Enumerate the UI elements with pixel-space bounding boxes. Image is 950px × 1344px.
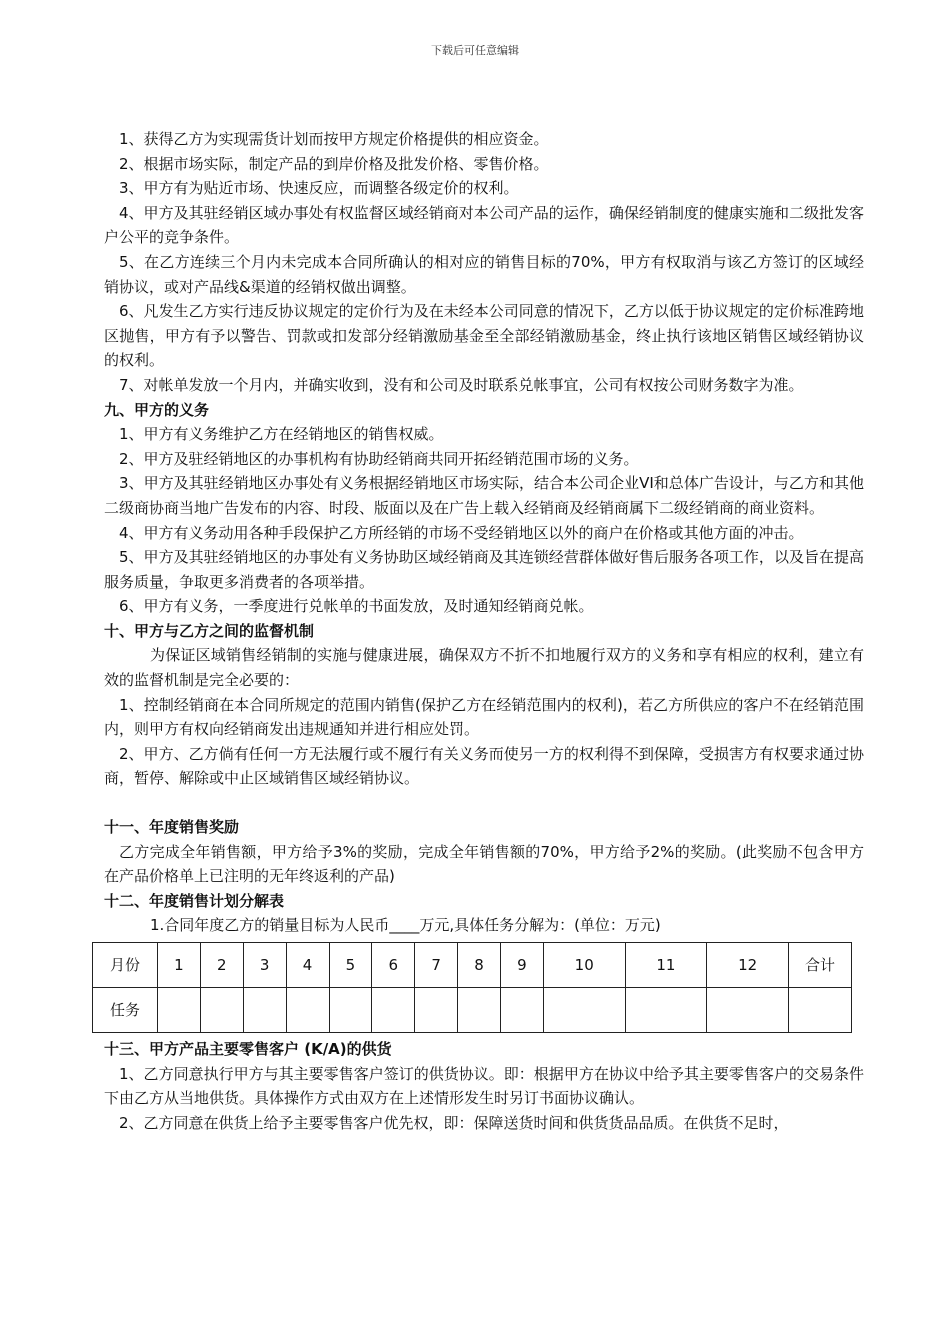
task-cell[interactable] bbox=[372, 988, 415, 1033]
table-row-tasks bbox=[93, 988, 852, 1033]
supervision-intro: 为保证区域销售经销制的实施与健康进展，确保双方不折不扣地履行双方的义务和享有相应的权利，建立有效的监督机制是完全必要的： bbox=[104, 646, 864, 690]
month-cell: 11 bbox=[625, 943, 707, 988]
month-cell: 3 bbox=[243, 943, 286, 988]
month-cell: 9 bbox=[501, 943, 544, 988]
month-cell: 2 bbox=[200, 943, 243, 988]
obligation-item-1: 1、甲方有义务维护乙方在经销地区的销售权威。 bbox=[119, 425, 444, 444]
paragraph-spacer bbox=[104, 791, 864, 815]
task-cell[interactable] bbox=[158, 988, 201, 1033]
task-cell[interactable] bbox=[458, 988, 501, 1033]
month-cell: 5 bbox=[329, 943, 372, 988]
task-cell[interactable] bbox=[501, 988, 544, 1033]
supervision-item-1: 1、控制经销商在本合同所规定的范围内销售(保护乙方在经销范围内的权利)，若乙方所供应的客户不在经销范围内，则甲方有权向经销商发出违规通知并进行相应处罚。 bbox=[104, 695, 864, 739]
right-item-5: 5、在乙方连续三个月内未完成本合同所确认的相对应的销售目标的70%，甲方有权取消与该乙方签订的区域经销协议，或对产品线&渠道的经销权做出调整。 bbox=[104, 252, 864, 296]
task-cell[interactable] bbox=[625, 988, 707, 1033]
task-total-cell[interactable] bbox=[789, 988, 852, 1033]
month-cell: 8 bbox=[458, 943, 501, 988]
month-cell: 4 bbox=[286, 943, 329, 988]
section-12-heading: 十二、年度销售计划分解表 bbox=[104, 891, 285, 910]
obligation-item-2: 2、甲方及驻经销地区的办事机构有协助经销商共同开拓经销范围市场的义务。 bbox=[119, 449, 639, 468]
supervision-item-2: 2、甲方、乙方倘有任何一方无法履行或不履行有关义务而使另一方的权利得不到保障，受损害方有权要求通过协商，暂停、解除或中止区域销售区域经销协议。 bbox=[104, 744, 864, 788]
right-item-6: 6、凡发生乙方实行违反协议规定的定价行为及在未经本公司同意的情况下，乙方以低于协议规定的定价标准跨地区抛售，甲方有予以警告、罚款或扣发部分经销激励基金至全部经销激励基金，终止执行该地区销售区域经销协议的权利。 bbox=[104, 302, 864, 370]
ka-supply-item-2: 2、乙方同意在供货上给予主要零售客户优先权，即：保障送货时间和供货货品品质。在供货不足时， bbox=[119, 1113, 789, 1132]
obligation-item-4: 4、甲方有义务动用各种手段保护乙方所经销的市场不受经销地区以外的商户在价格或其他方面的冲击。 bbox=[119, 523, 804, 542]
obligation-item-5: 5、甲方及其驻经销地区的办事处有义务协助区域经销商及其连锁经营群体做好售后服务各项工作，以及旨在提高服务质量，争取更多消费者的各项举措。 bbox=[104, 548, 864, 591]
month-cell: 1 bbox=[158, 943, 201, 988]
table-header-total: 合计 bbox=[789, 943, 852, 988]
obligation-item-6: 6、甲方有义务，一季度进行兑帐单的书面发放，及时通知经销商兑帐。 bbox=[119, 597, 594, 616]
section-13-heading: 十三、甲方产品主要零售客户 (K/A)的供货 bbox=[104, 1040, 392, 1058]
section-10-heading: 十、甲方与乙方之间的监督机制 bbox=[104, 621, 315, 640]
month-cell: 7 bbox=[415, 943, 458, 988]
section-11-heading: 十一、年度销售奖励 bbox=[104, 818, 240, 837]
table-header-task: 任务 bbox=[93, 988, 158, 1033]
right-item-3: 3、甲方有为贴近市场、快速反应，而调整各级定价的权利。 bbox=[119, 179, 519, 198]
obligation-item-3: 3、甲方及其驻经销地区办事处有义务根据经销地区市场实际，结合本公司企业VI和总体广告设计，与乙方和其他二级商协商当地广告发布的内容、时段、版面以及在广告上载入经销商及经销商属下二级经销商的商业资料。 bbox=[104, 474, 864, 517]
table-row-months bbox=[93, 943, 852, 988]
task-cell[interactable] bbox=[707, 988, 789, 1033]
month-cell: 6 bbox=[372, 943, 415, 988]
month-cell: 10 bbox=[543, 943, 625, 988]
task-cell[interactable] bbox=[286, 988, 329, 1033]
task-cell[interactable] bbox=[415, 988, 458, 1033]
table-header-month: 月份 bbox=[93, 943, 158, 988]
sales-plan-table bbox=[92, 942, 852, 1033]
right-item-2: 2、根据市场实际，制定产品的到岸价格及批发价格、零售价格。 bbox=[119, 154, 549, 173]
task-cell[interactable] bbox=[243, 988, 286, 1033]
task-cell[interactable] bbox=[200, 988, 243, 1033]
annual-reward-text: 乙方完成全年销售额，甲方给予3%的奖励，完成全年销售额的70%，甲方给予2%的奖励。(此奖励不包含甲方在产品价格单上已注明的无年终返利的产品) bbox=[104, 842, 864, 886]
page-header-watermark: 下载后可任意编辑 bbox=[431, 44, 519, 57]
task-cell[interactable] bbox=[543, 988, 625, 1033]
document-body bbox=[104, 127, 864, 1135]
right-item-4: 4、甲方及其驻经销区域办事处有权监督区域经销商对本公司产品的运作，确保经销制度的健康实施和二级批发客户公平的竞争条件。 bbox=[104, 203, 864, 247]
task-cell[interactable] bbox=[329, 988, 372, 1033]
ka-supply-item-1: 1、乙方同意执行甲方与其主要零售客户签订的供货协议。即：根据甲方在协议中给予其主要零售客户的交易条件下由乙方从当地供货。具体操作方式由双方在上述情形发生时另订书面协议确认。 bbox=[104, 1064, 864, 1108]
right-item-7: 7、对帐单发放一个月内，并确实收到，没有和公司及时联系兑帐事宜，公司有权按公司财务数字为准。 bbox=[119, 375, 804, 394]
right-item-1: 1、获得乙方为实现需货计划而按甲方规定价格提供的相应资金。 bbox=[119, 130, 549, 148]
section-9-heading: 九、甲方的义务 bbox=[104, 400, 210, 419]
month-cell: 12 bbox=[707, 943, 789, 988]
sales-plan-intro: 1.合同年度乙方的销量目标为人民币____万元,具体任务分解为：(单位：万元) bbox=[150, 916, 661, 935]
